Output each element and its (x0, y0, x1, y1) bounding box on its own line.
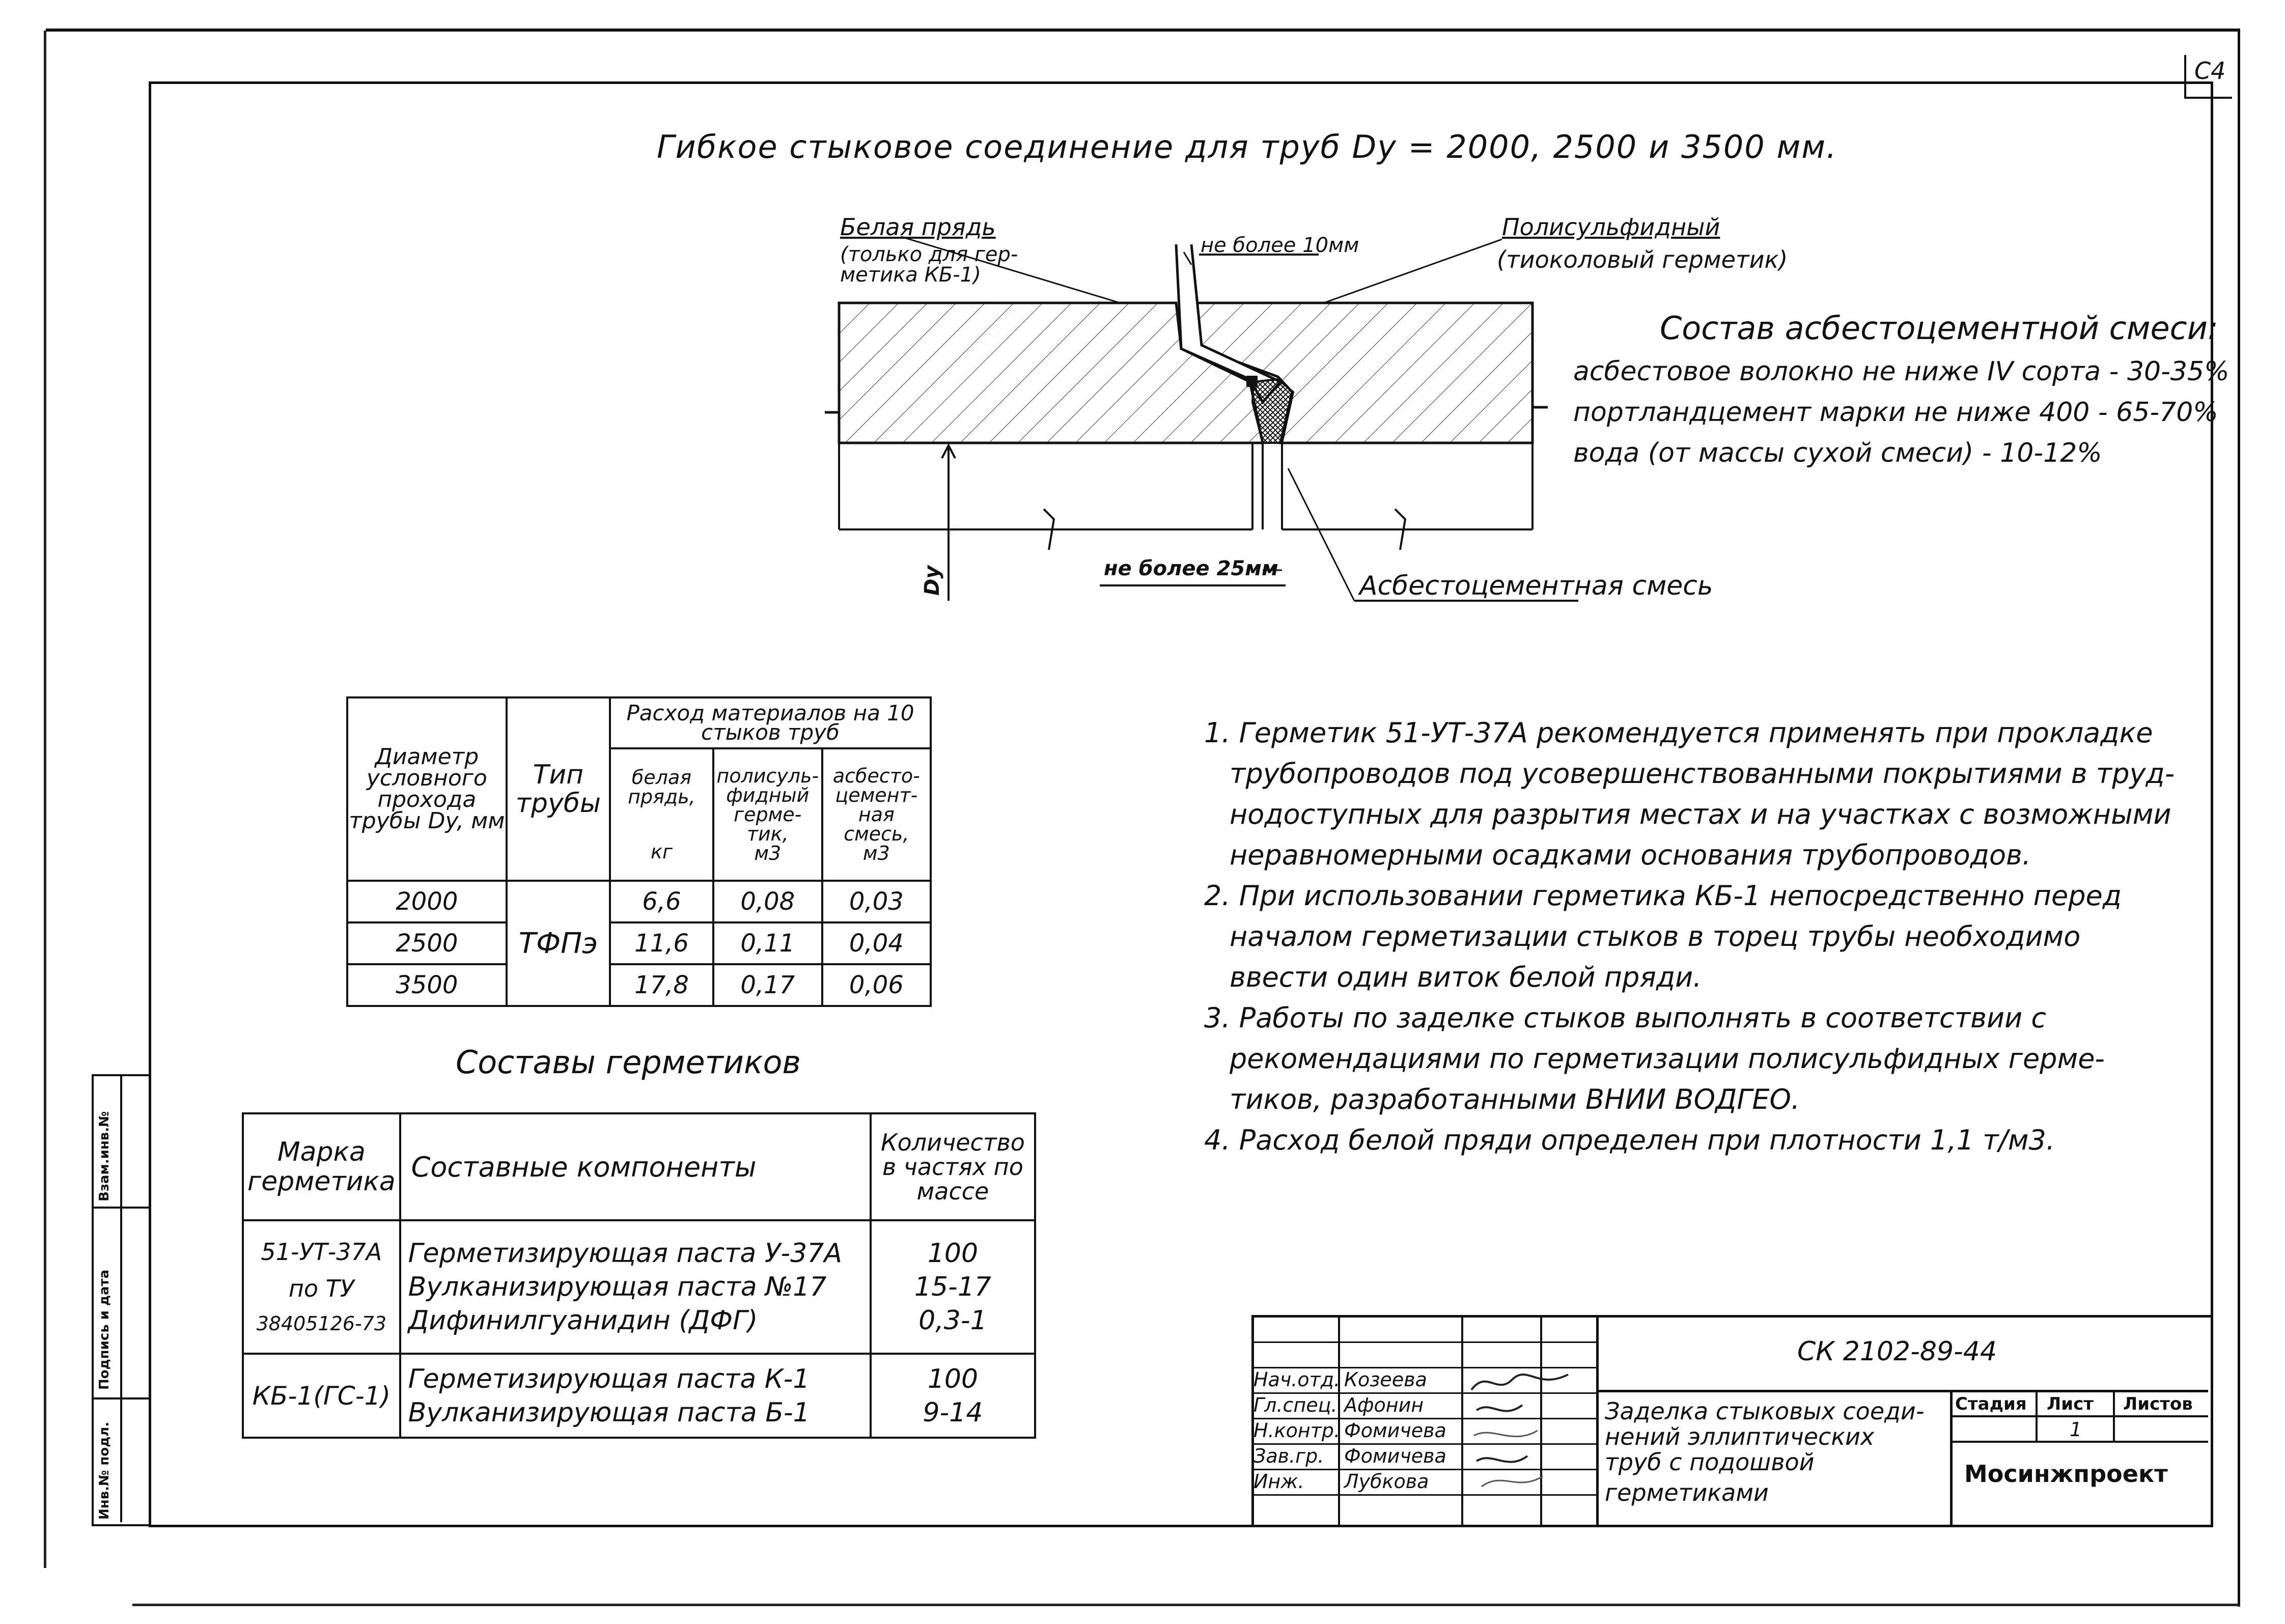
sheet-number: С4 (2194, 57, 2226, 85)
brand-cell: КБ-1(ГС-1) (243, 1354, 400, 1438)
outer-frame-right (2238, 29, 2240, 1607)
role-3: Зав.гр. (1253, 1445, 1324, 1467)
qty-cell: 100 9-14 (871, 1354, 1035, 1438)
outer-frame-bottom (132, 1604, 2240, 1606)
organization: Мосинжпроект (1964, 1460, 2168, 1488)
note-1-line-4: неравномерными осадками основания трубопроводов. (1230, 839, 2031, 871)
table-row: 3500 17,8 0,17 0,06 (347, 964, 931, 1006)
col-type-header: Тип трубы (507, 697, 610, 881)
description-1: Заделка стыковых соеди- (1605, 1397, 1925, 1425)
mix-line-2: портландцемент марки не ниже 400 - 65-70% (1573, 397, 2218, 428)
col-mix-header: асбесто-цемент-ная смесь, м3 (822, 748, 931, 881)
note-4-line-1: 4. Расход белой пряди определен при плотности 1,1 т/м3. (1204, 1124, 2055, 1156)
outer-frame-left (44, 31, 46, 1568)
label-white-strand: Белая прядь (840, 213, 996, 241)
side-inv-replace: Взам.инв.№ (97, 1111, 112, 1201)
outer-frame-top (46, 29, 2240, 32)
note-2-line-3: ввести один виток белой пряди. (1230, 961, 1702, 993)
name-2: Фомичева (1344, 1419, 1446, 1442)
note-2-line-2: началом герметизации стыков в торец трубы необходимо (1230, 920, 2081, 953)
consumption-table (346, 696, 932, 1007)
note-3-line-2: рекомендациями по герметизации полисульфидных герме- (1230, 1043, 2105, 1075)
note-1-line-2: трубопроводов под усовершенствованными покрытиями в труд- (1230, 758, 2175, 790)
name-1: Афонин (1344, 1394, 1424, 1416)
role-2: Н.контр. (1253, 1419, 1341, 1442)
table-row: 2000 ТФПэ 6,6 0,08 0,03 (347, 881, 931, 922)
label-polysulfide-2: (тиоколовый герметик) (1497, 246, 1788, 273)
col-group-header: Расход материалов на 10 стыков труб (610, 697, 931, 748)
col-strand-header: белая прядь, кг (610, 748, 713, 881)
label-white-strand-3: метика КБ-1) (840, 263, 981, 287)
role-1: Гл.спец. (1253, 1394, 1337, 1416)
description-2: нений эллиптических (1605, 1423, 1875, 1450)
pipe-type: ТФПэ (507, 881, 610, 1006)
stage-label: Стадия (1955, 1394, 2027, 1414)
note-2-line-1: 2. При использовании герметика КБ-1 непосредственно перед (1204, 880, 2122, 912)
mix-title: Состав асбестоцементной смеси: (1660, 310, 2218, 347)
role-0: Нач.отд. (1253, 1368, 1341, 1391)
label-polysulfide: Полисульфидный (1502, 213, 1720, 241)
signatures (1466, 1369, 1589, 1497)
brand-cell: 51-УТ-37А по ТУ 38405126-73 (243, 1220, 400, 1354)
note-1-line-3: нодоступных для разрытия местах и на участках с возможными (1230, 798, 2171, 830)
sealants-title: Составы герметиков (456, 1044, 801, 1081)
col-brand-header: Марка герметика (243, 1113, 400, 1220)
side-sign-date: Подпись и дата (97, 1269, 112, 1390)
col-diameter-header: Диаметр условного прохода трубы Dy, мм (347, 697, 507, 881)
mix-line-3: вода (от массы сухой смеси) - 10-12% (1573, 438, 2102, 468)
name-3: Фомичева (1344, 1445, 1446, 1467)
col-qty-header: Количество в частях по массе (871, 1113, 1035, 1220)
label-gap-top: не более 10мм (1201, 234, 1359, 257)
qty-cell: 100 15-17 0,3-1 (871, 1220, 1035, 1354)
description-3: труб с подошвой (1605, 1448, 1815, 1476)
side-inv-orig: Инв.№ подл. (97, 1421, 112, 1520)
sheets-label: Листов (2123, 1394, 2193, 1414)
sheet-value: 1 (2070, 1418, 2082, 1441)
sealants-table (242, 1112, 1036, 1439)
sheet-label: Лист (2047, 1394, 2094, 1414)
doc-code: СК 2102-89-44 (1797, 1336, 1997, 1367)
table-row: 2500 11,6 0,11 0,04 (347, 922, 931, 964)
label-gap-bottom: не более 25мм (1104, 557, 1278, 580)
label-asbestos-mix: Асбестоцементная смесь (1359, 571, 1713, 601)
notes (1204, 713, 2175, 1161)
col-components-header: Составные компоненты (400, 1113, 871, 1220)
label-dy: Dy (921, 565, 944, 596)
label-white-strand-2: (только для гер- (840, 243, 1018, 266)
role-4: Инж. (1253, 1470, 1304, 1493)
name-0: Козеева (1344, 1368, 1427, 1391)
page-title: Гибкое стыковое соединение для труб Dy = 2000, 2500 и 3500 мм. (657, 128, 1837, 165)
description-4: герметиками (1605, 1479, 1769, 1506)
col-sealant-header: полисуль-фидный герме-тик, м3 (713, 748, 822, 881)
note-3-line-1: 3. Работы по заделке стыков выполнять в соответствии с (1204, 1002, 2047, 1034)
white-strand-mark (1246, 376, 1258, 387)
mix-line-1: асбестовое волокно не ниже IV сорта - 30-35% (1573, 356, 2230, 387)
name-4: Лубкова (1344, 1470, 1429, 1493)
table-row (243, 1354, 1035, 1438)
note-3-line-3: тиков, разработанными ВНИИ ВОДГЕО. (1230, 1083, 1800, 1115)
components-cell: Герметизирующая паста К-1 Вулканизирующая паста Б-1 (400, 1354, 871, 1438)
table-row (243, 1220, 1035, 1354)
components-cell: Герметизирующая паста У-37А Вулканизирующая паста №17 Дифинилгуанидин (ДФГ) (400, 1220, 871, 1354)
note-1-line-1: 1. Герметик 51-УТ-37А рекомендуется применять при прокладке (1204, 717, 2153, 749)
